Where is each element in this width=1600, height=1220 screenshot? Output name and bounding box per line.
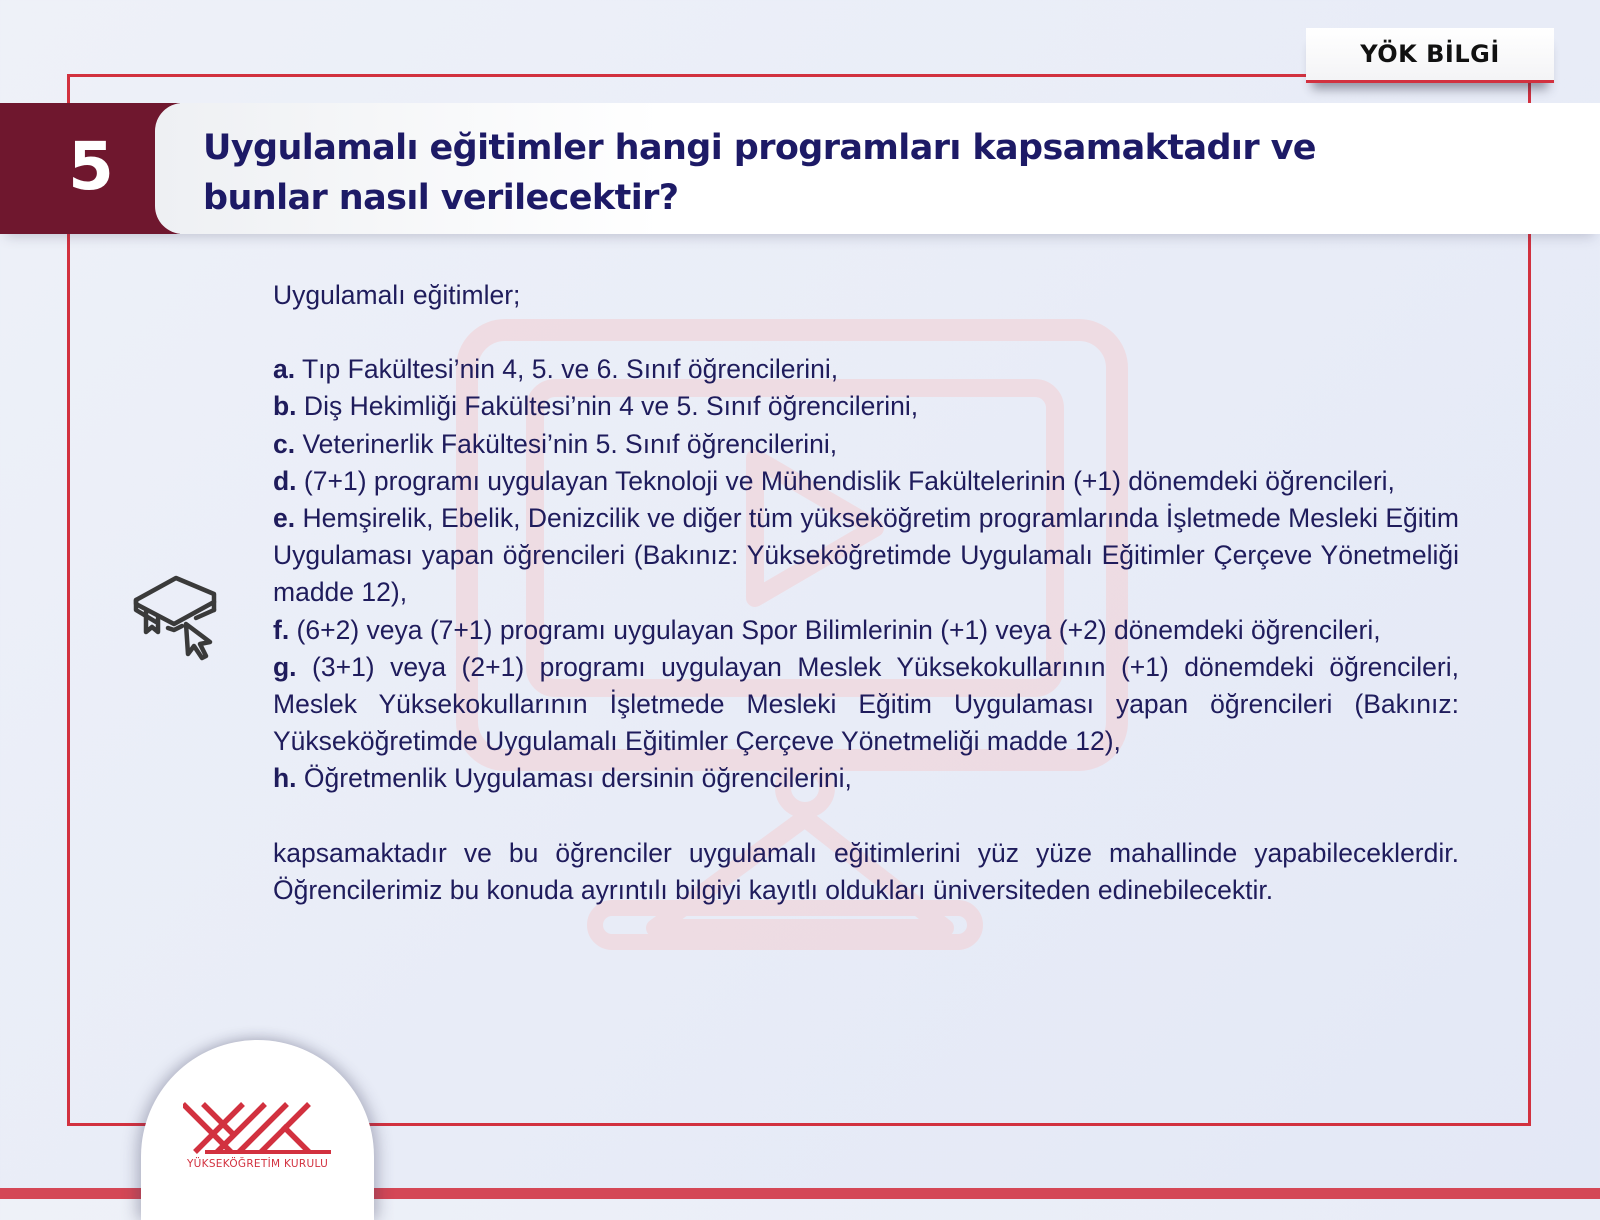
list-item-b <box>273 388 1459 425</box>
list-text: (3+1) veya (2+1) programı uygulayan Meslek Yüksekokullarının (+1) dönemdeki öğrencileri, Meslek Yüksekokullarının İşletmede Mesleki Eğitim Uygulaması yapan öğrencileri (Bakınız: Yükseköğretimde Uygulamalı Eğitimler Çerçeve Yönetmeliği madde 12), <box>273 651 1459 757</box>
list-marker: d. <box>273 465 297 496</box>
list-item-c <box>273 426 1459 463</box>
tag-label: YÖK BİLGİ <box>1360 40 1500 68</box>
question-number: 5 <box>68 128 114 205</box>
list-marker: g. <box>273 651 297 682</box>
conclusion-text: kapsamaktadır ve bu öğrenciler uygulamalı eğitimlerini yüz yüze mahallinde yapabileceklerdir. Öğrencilerimiz bu konuda ayrıntılı bilgiyi kayıtlı oldukları üniversiteden edinebilecektir. <box>273 837 1459 905</box>
list-marker: f. <box>273 614 290 645</box>
question-title-card <box>155 103 1600 234</box>
question-title: Uygulamalı eğitimler hangi programları kapsamaktadır ve bunlar nasıl verilecektir? <box>203 128 1316 218</box>
list-text: Veterinerlik Fakültesi’nin 5. Sınıf öğrencilerini, <box>295 428 838 459</box>
list-marker: b. <box>273 391 297 422</box>
list-text: (7+1) programı uygulayan Teknoloji ve Mühendislik Fakültelerinin (+1) dönemdeki öğrencileri, <box>296 465 1395 496</box>
list-marker: c. <box>273 428 296 459</box>
question-number-block <box>0 103 180 234</box>
list-item-h <box>273 760 1459 797</box>
question-header <box>0 103 1600 234</box>
list-item-a <box>273 351 1459 388</box>
book-with-cursor-icon <box>128 570 224 666</box>
yok-logo-icon <box>183 1100 333 1156</box>
list-text: Diş Hekimliği Fakültesi’nin 4 ve 5. Sınıf öğrencilerini, <box>296 391 919 422</box>
list-item-d <box>273 463 1459 500</box>
list-text: (6+2) veya (7+1) programı uygulayan Spor Bilimlerinin (+1) veya (+2) dönemdeki öğrencileri, <box>289 614 1381 645</box>
logo-caption: YÜKSEKÖĞRETİM KURULU <box>186 1158 329 1170</box>
list-item-g <box>273 649 1459 761</box>
answer-content <box>273 277 1459 909</box>
list-marker: e. <box>273 503 296 534</box>
yok-bilgi-tag <box>1306 28 1554 83</box>
list-text: Hemşirelik, Ebelik, Denizcilik ve diğer tüm yükseköğretim programlarında İşletmede Mesleki Eğitim Uygulaması yapan öğrencileri (Bakınız: Yükseköğretimde Uygulamalı Eğitimler Çerçeve Yönetmeliği madde 12), <box>273 503 1459 608</box>
list-item-f <box>273 612 1459 649</box>
intro-text: Uygulamalı eğitimler; <box>273 280 521 310</box>
list-text: Tıp Fakültesi’nin 4, 5. ve 6. Sınıf öğrencilerini, <box>295 354 839 385</box>
list-marker: a. <box>273 354 296 385</box>
list-text: Öğretmenlik Uygulaması dersinin öğrencilerini, <box>296 763 852 794</box>
list-marker: h. <box>273 763 297 794</box>
list-item-e <box>273 500 1459 612</box>
